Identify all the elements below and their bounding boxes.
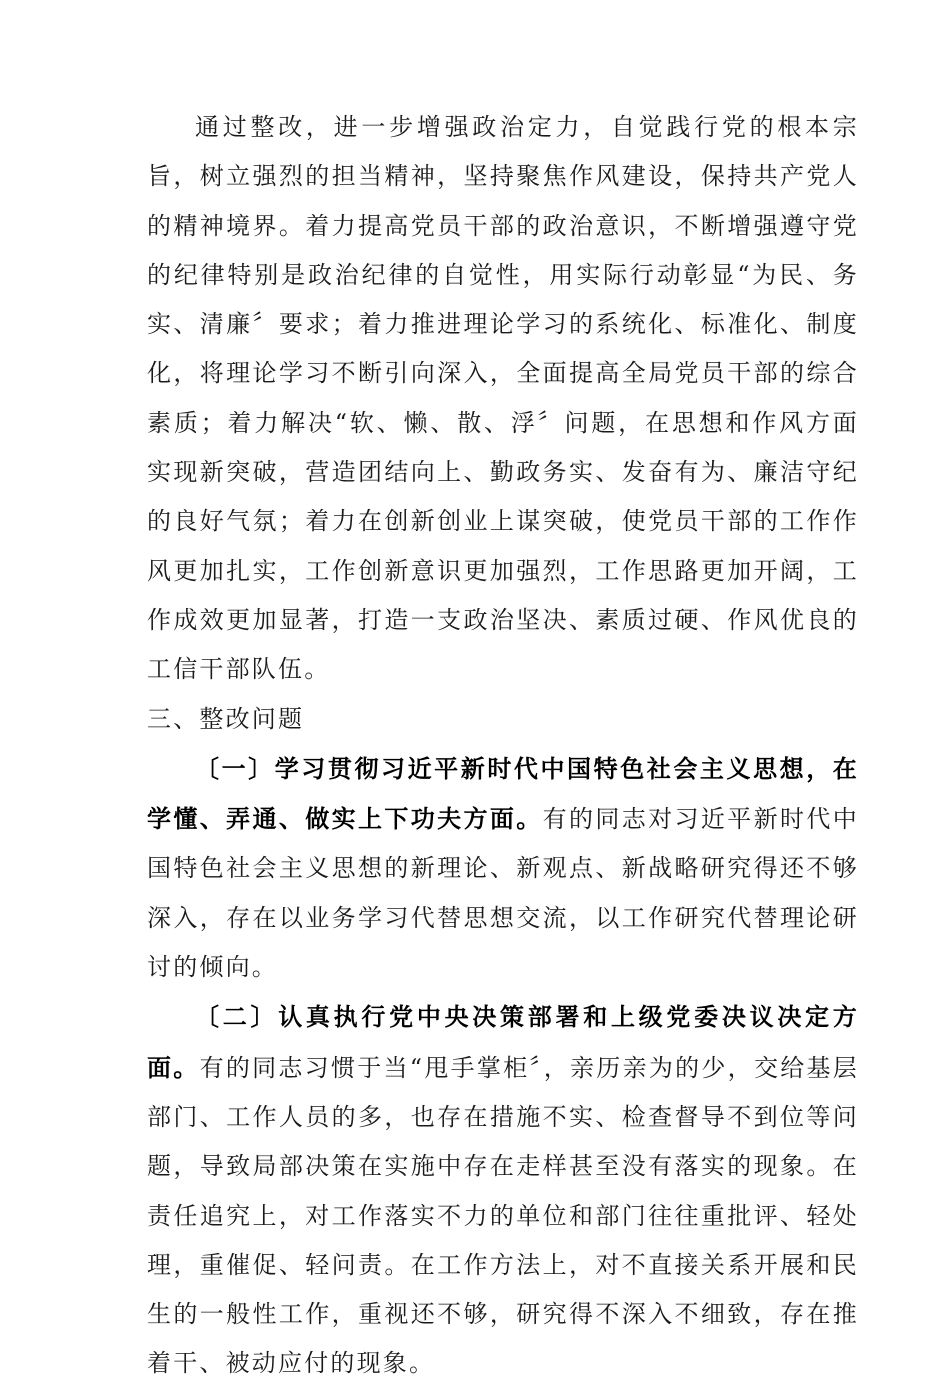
item-1-title: 〔一〕学习贯彻习近平新时代中国特色社会主义思想，在学懂、弄通、做实上下功夫方面。 (147, 753, 859, 834)
section-heading (147, 695, 859, 744)
item-2-body: 有的同志习惯于当“甩手掌柜〞，亲历亲为的少，交给基层部门、工作人员的多，也存在措施不实、检查督导不到位等问题，导致局部决策在实施中存在走样甚至没有落实的现象。在责任追究上，对工作落实不力的单位和部门往往重批评、轻处理，重催促、轻问责。在工作方法上，对不直接关系开展和民生的一般性工作，重视还不够，研究得不深入不细致，存在推着干、被动应付的现象。 (147, 1053, 859, 1378)
paragraph-goals (147, 103, 859, 695)
item-1-body: 有的同志对习近平新时代中国特色社会主义思想的新理论、新观点、新战略研究得还不够深入，存在以业务学习代替思想交流，以工作研究代替理论研讨的倾向。 (147, 805, 859, 982)
item-2-paragraph (147, 992, 859, 1388)
item-1-paragraph (147, 744, 859, 992)
item-2-title: 〔二〕认真执行党中央决策部署和上级党委决议决定方面。 (147, 1002, 859, 1082)
section-heading-text: 三、整改问题 (147, 704, 305, 733)
document-body (147, 103, 859, 1389)
paragraph-goals-text: 通过整改，进一步增强政治定力，自觉践行党的根本宗旨，树立强烈的担当精神，坚持聚焦作风建设，保持共产党人的精神境界。着力提高党员干部的政治意识，不断增强遵守党的纪律特别是政治纪律的自觉性，用实际行动彰显“为民、务实、清廉〞要求；着力推进理论学习的系统化、标准化、制度化，将理论学习不断引向深入，全面提高全局党员干部的综合素质；着力解决“软、懒、散、浮〞问题，在思想和作风方面实现新突破，营造团结向上、勤政务实、发奋有为、廉洁守纪的良好气氛；着力在创新创业上谋突破，使党员干部的工作作风更加扎实，工作创新意识更加强烈，工作思路更加开阔，工作成效更加显著，打造一支政治坚决、素质过硬、作风优良的工信干部队伍。 (147, 113, 859, 684)
